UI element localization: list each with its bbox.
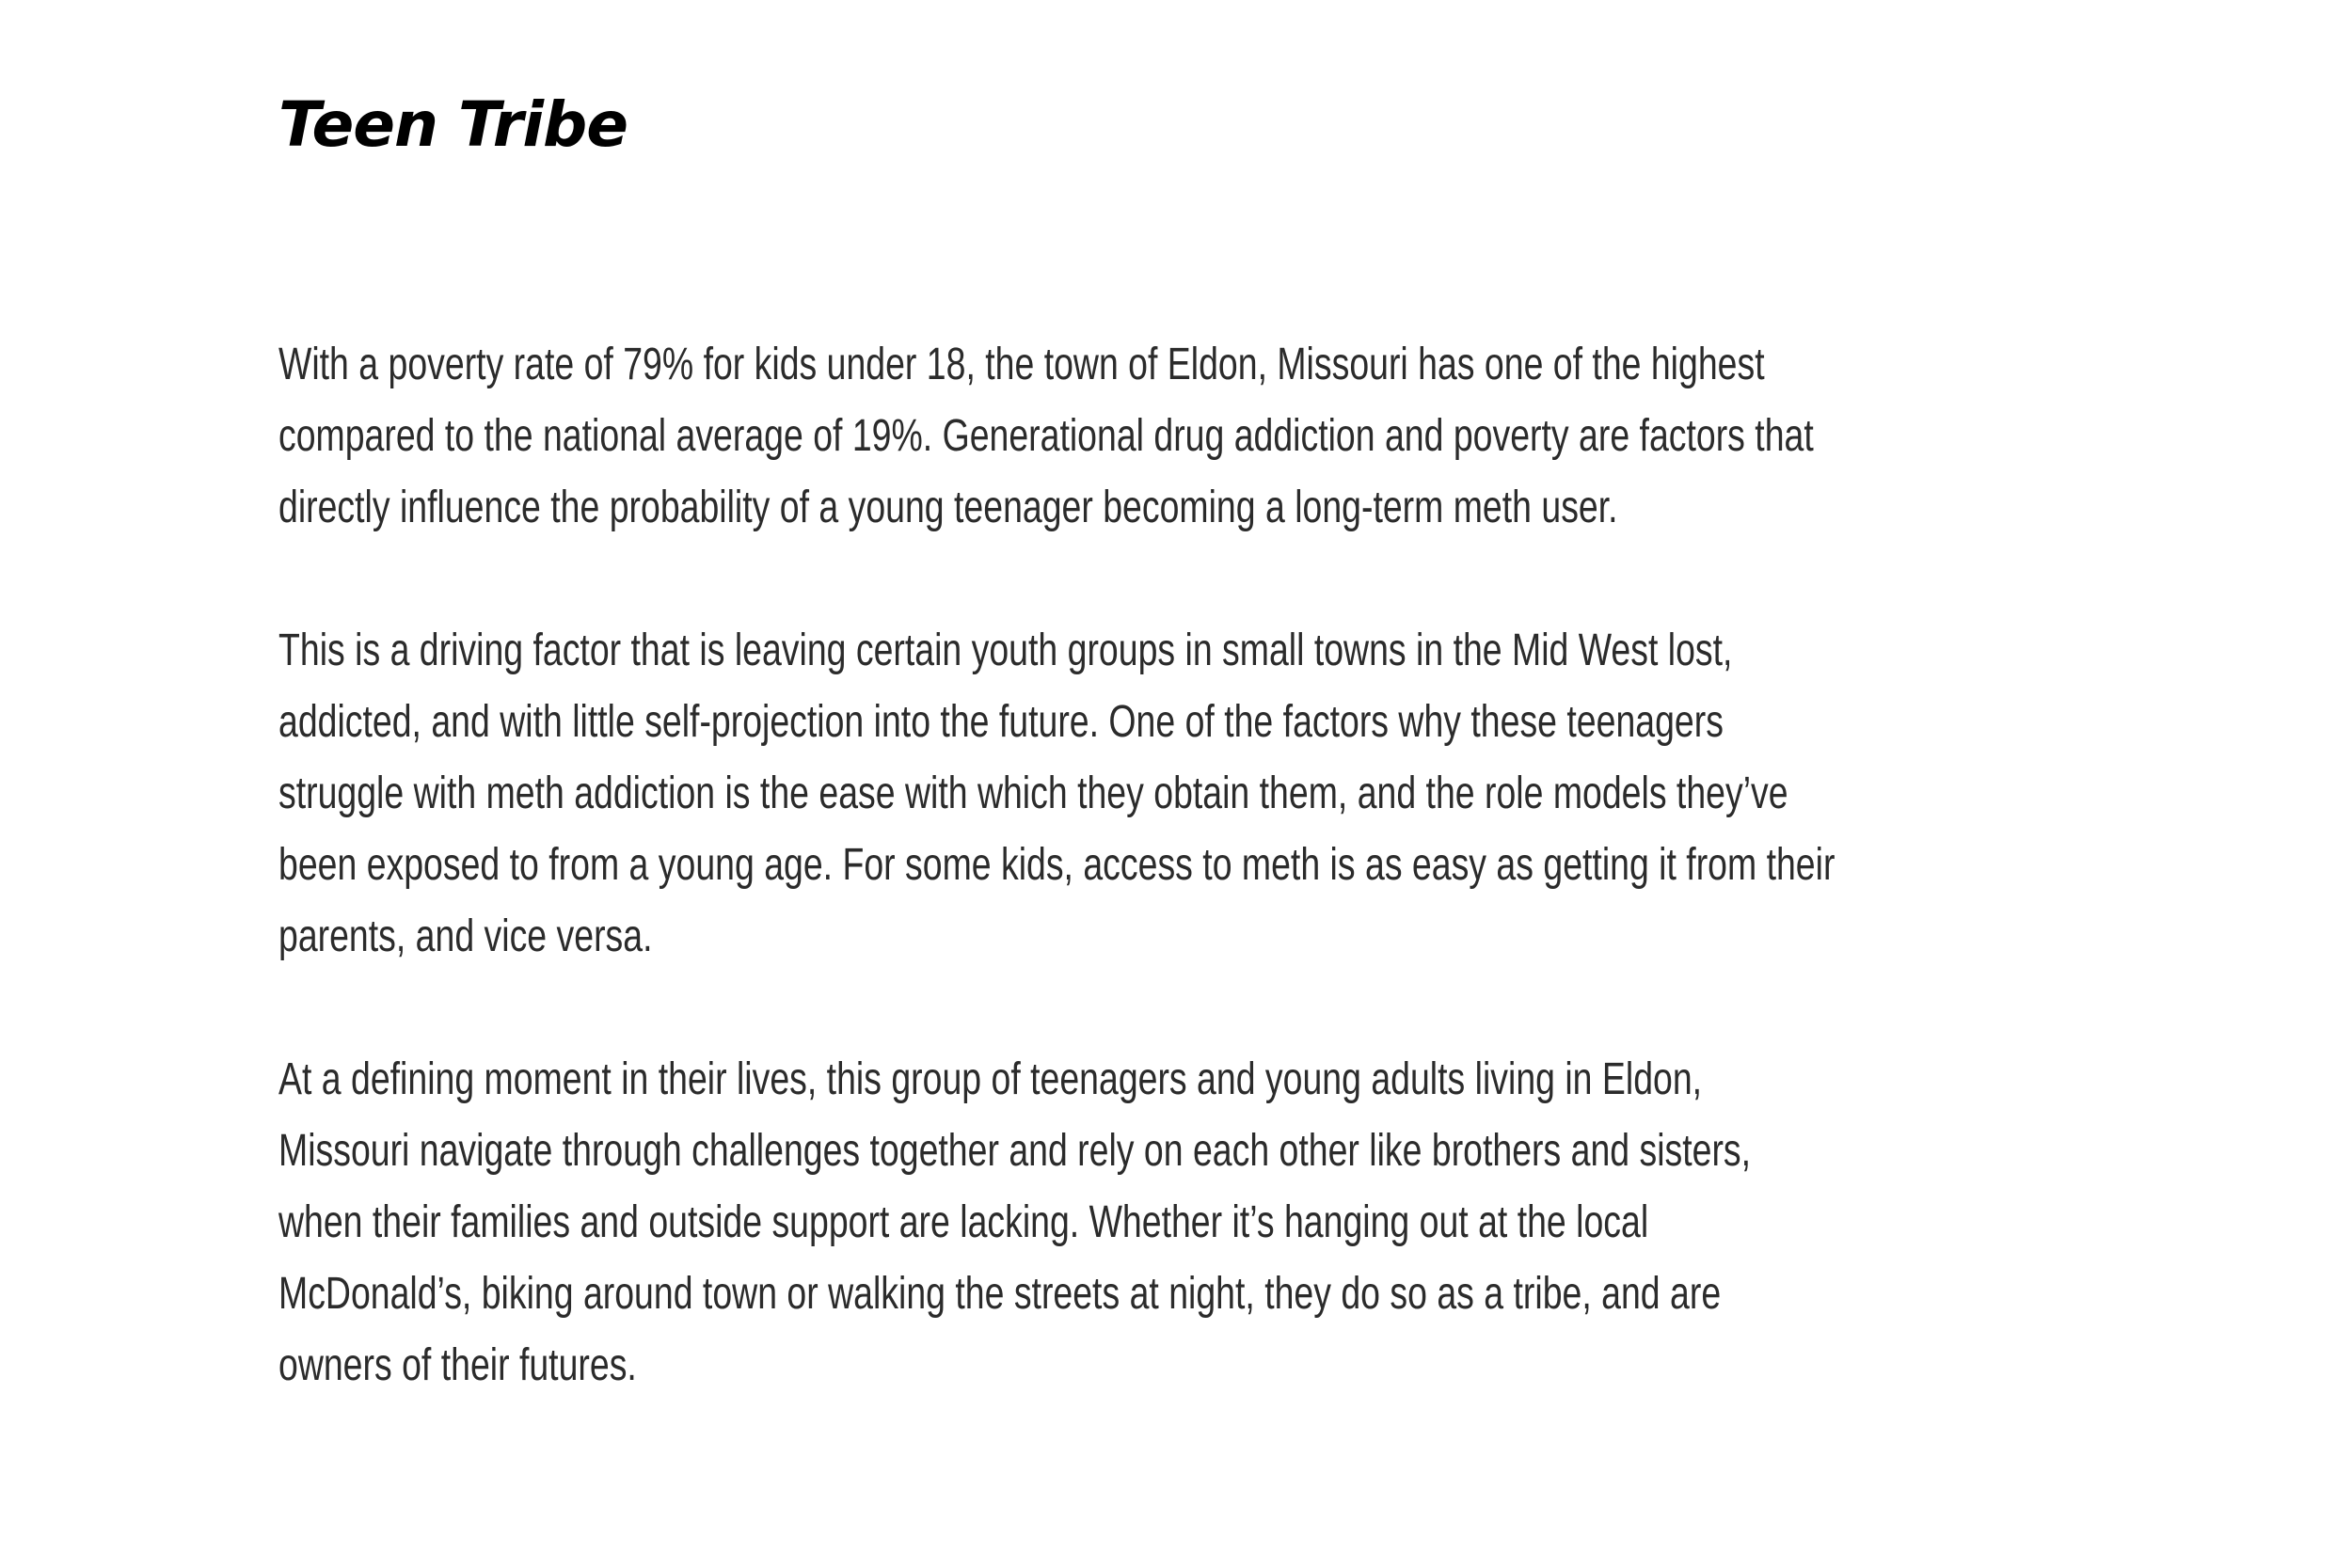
paragraph-line: parents, and vice versa. bbox=[278, 911, 653, 961]
paragraph-line: addicted, and with little self-projection into the future. One of the factors why these teenagers bbox=[278, 697, 1724, 747]
paragraph-1 bbox=[278, 329, 2113, 544]
paragraph-line: This is a driving factor that is leaving certain youth groups in small towns in the Mid West lost, bbox=[278, 626, 1733, 675]
paragraph-line: Missouri navigate through challenges together and rely on each other like brothers and sisters, bbox=[278, 1126, 1752, 1176]
paragraph-line: At a defining moment in their lives, this group of teenagers and young adults living in Eldon, bbox=[278, 1054, 1703, 1104]
paragraph-line: owners of their futures. bbox=[278, 1340, 637, 1390]
document-body bbox=[278, 329, 2113, 1473]
paragraph-3 bbox=[278, 1044, 2113, 1402]
paragraph-line: compared to the national average of 19%. Generational drug addiction and poverty are factors that bbox=[278, 411, 1814, 461]
paragraph-2 bbox=[278, 615, 2113, 973]
paragraph-line: directly influence the probability of a young teenager becoming a long-term meth user. bbox=[278, 483, 1618, 532]
paragraph-line: McDonald’s, biking around town or walking the streets at night, they do so as a tribe, and are bbox=[278, 1269, 1722, 1319]
document-title: Teen Tribe bbox=[278, 88, 628, 161]
paragraph-line: With a poverty rate of 79% for kids under 18, the town of Eldon, Missouri has one of the highest bbox=[278, 340, 1765, 389]
paragraph-line: been exposed to from a young age. For some kids, access to meth is as easy as getting it from their bbox=[278, 840, 1836, 890]
paragraph-line: when their families and outside support are lacking. Whether it’s hanging out at the local bbox=[278, 1197, 1649, 1247]
paragraph-line: struggle with meth addiction is the ease with which they obtain them, and the role models they’ve bbox=[278, 768, 1788, 818]
